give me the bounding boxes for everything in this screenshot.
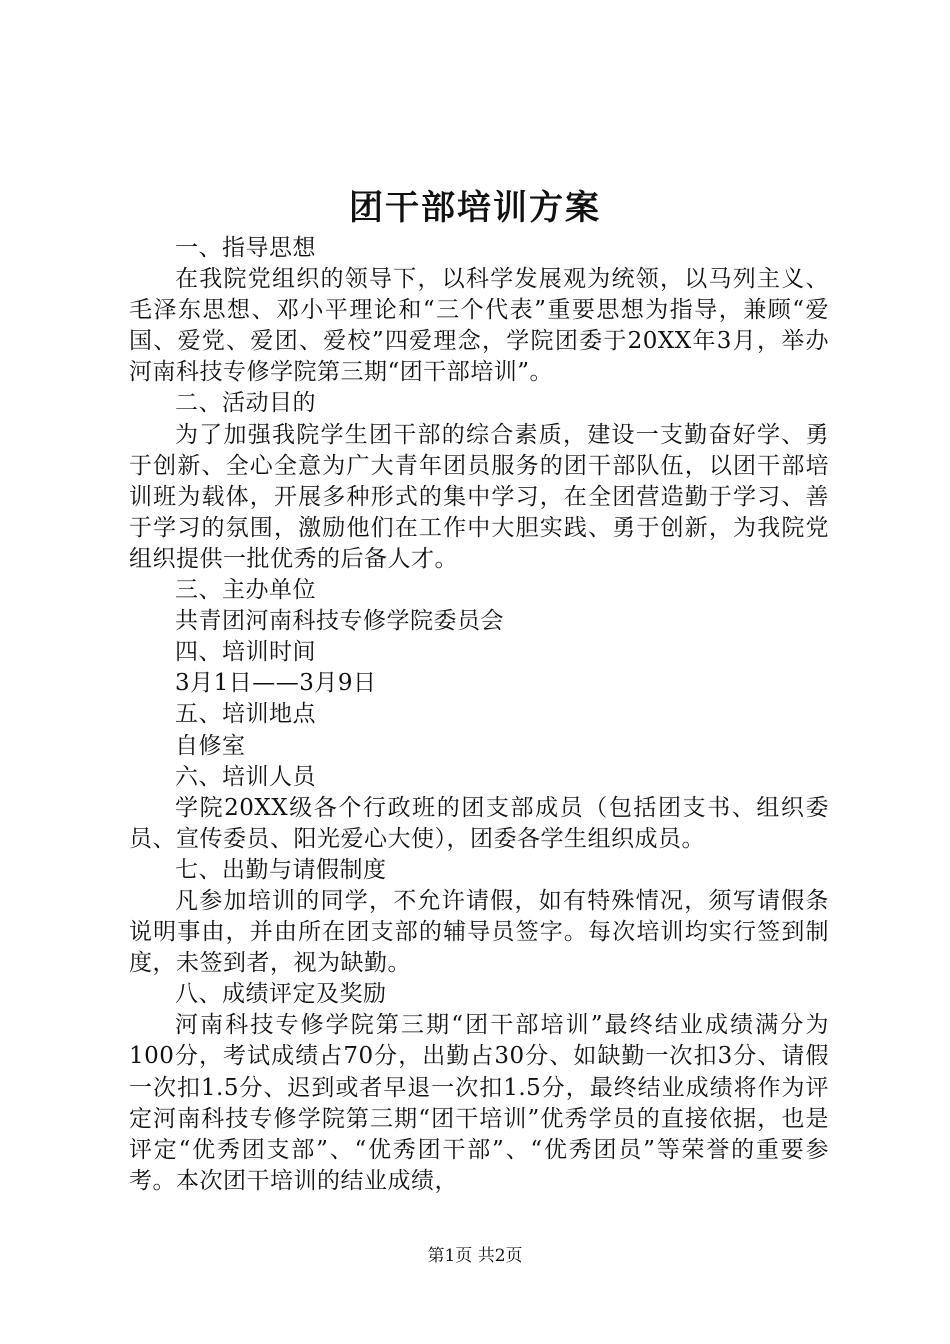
section-body-participants: 学院20XX级各个行政班的团支部成员（包括团支书、组织委员、宣传委员、阳光爱心大使），团委各学生组织成员。 bbox=[129, 794, 829, 852]
section-heading-training-location: 五、培训地点 bbox=[175, 701, 316, 728]
page-number: 第1页 共2页 bbox=[427, 1246, 523, 1266]
section-heading-organizer: 三、主办单位 bbox=[175, 577, 316, 604]
section-body-purpose: 为了加强我院学生团干部的综合素质，建设一支勤奋好学、勇于创新、全心全意为广大青年团员服务的团干部队伍，以团干部培训班为载体，开展多种形式的集中学习，在全团营造勤于学习、善于学习的氛围，激励他们在工作中大胆实践、勇于创新，为我院党组织提供一批优秀的后备人才。 bbox=[129, 421, 829, 572]
section-heading-grading: 八、成绩评定及奖励 bbox=[175, 981, 387, 1008]
section-heading-participants: 六、培训人员 bbox=[175, 763, 316, 790]
document-body bbox=[129, 233, 829, 1197]
section-heading-purpose: 二、活动目的 bbox=[175, 390, 316, 417]
section-body-grading: 河南科技专修学院第三期“团干部培训”最终结业成绩满分为100分，考试成绩占70分，出勤占30分、如缺勤一次扣3分、请假一次扣1.5分、迟到或者早退一次扣1.5分，最终结业成绩将作为评定河南科技专修学院第三期“团干培训”优秀学员的直接依据，也是评定“优秀团支部”、“优秀团干部”、“优秀团员”等荣誉的重要参考。本次团干培训的结业成绩， bbox=[129, 1012, 829, 1194]
section-body-training-time: 3月1日——3月9日 bbox=[175, 670, 377, 697]
section-heading-training-time: 四、培训时间 bbox=[175, 639, 316, 666]
document-title: 团干部培训方案 bbox=[349, 188, 601, 228]
section-body-organizer: 共青团河南科技专修学院委员会 bbox=[175, 608, 504, 635]
section-body-attendance: 凡参加培训的同学，不允许请假，如有特殊情况，须写请假条说明事由，并由所在团支部的辅导员签字。每次培训均实行签到制度，未签到者，视为缺勤。 bbox=[129, 887, 829, 977]
section-heading-attendance: 七、出勤与请假制度 bbox=[175, 856, 387, 883]
section-heading-guiding-ideology: 一、指导思想 bbox=[175, 235, 316, 261]
section-body-guiding-ideology: 在我院党组织的领导下，以科学发展观为统领，以马列主义、毛泽东思想、邓小平理论和“三个代表”重要思想为指导，兼顾“爱国、爱党、爱团、爱校”四爱理念，学院团委于20XX年3月，举办河南科技专修学院第三期“团干部培训”。 bbox=[129, 266, 829, 386]
section-body-training-location: 自修室 bbox=[175, 732, 246, 759]
